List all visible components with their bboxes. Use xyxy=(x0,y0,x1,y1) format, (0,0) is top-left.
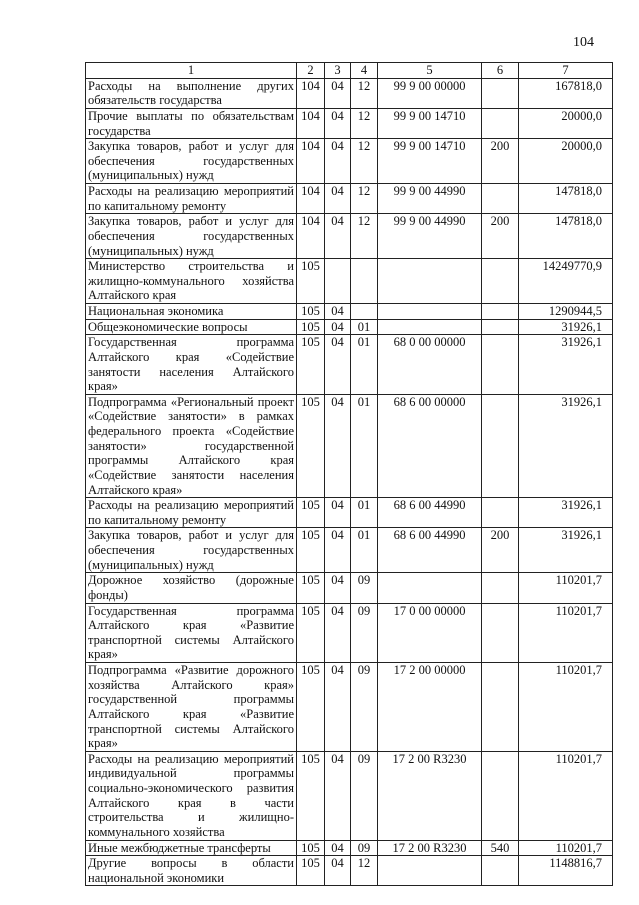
row-name-cell: Иные межбюджетные трансферты xyxy=(86,840,297,856)
subsection-cell: 12 xyxy=(351,78,378,108)
table-row xyxy=(86,751,613,840)
row-name-cell: Закупка товаров, работ и услуг для обеспечения государственных (муниципальных) нужд xyxy=(86,528,297,573)
expense-type-cell xyxy=(482,108,519,138)
table-row xyxy=(86,214,613,259)
section-cell: 04 xyxy=(325,603,351,663)
code-cell: 105 xyxy=(297,394,325,497)
row-name-cell: Закупка товаров, работ и услуг для обеспечения государственных (муниципальных) нужд xyxy=(86,139,297,184)
row-name-cell: Подпрограмма «Развитие дорожного хозяйства Алтайского края» государственной программы Алтайского края «Развитие транспортной системы Алтайского края» xyxy=(86,663,297,752)
expense-type-cell xyxy=(482,603,519,663)
table-header-row xyxy=(86,63,613,79)
section-cell: 04 xyxy=(325,108,351,138)
code-cell: 104 xyxy=(297,184,325,214)
target-article-cell: 99 9 00 14710 xyxy=(378,139,482,184)
code-cell: 104 xyxy=(297,78,325,108)
amount-cell: 20000,0 xyxy=(519,108,613,138)
amount-cell: 110201,7 xyxy=(519,840,613,856)
row-name-cell: Национальная экономика xyxy=(86,304,297,320)
amount-cell: 110201,7 xyxy=(519,573,613,603)
target-article-cell xyxy=(378,304,482,320)
expense-type-cell xyxy=(482,663,519,752)
section-cell: 04 xyxy=(325,840,351,856)
code-cell: 105 xyxy=(297,259,325,304)
amount-cell: 20000,0 xyxy=(519,139,613,184)
target-article-cell: 17 2 00 R3230 xyxy=(378,840,482,856)
row-name-cell: Расходы на реализацию мероприятий по капитальному ремонту xyxy=(86,184,297,214)
subsection-cell: 09 xyxy=(351,573,378,603)
column-header: 3 xyxy=(325,63,351,79)
amount-cell: 31926,1 xyxy=(519,498,613,528)
expense-type-cell xyxy=(482,335,519,395)
subsection-cell: 12 xyxy=(351,108,378,138)
expense-type-cell xyxy=(482,319,519,335)
code-cell: 105 xyxy=(297,573,325,603)
column-header: 4 xyxy=(351,63,378,79)
section-cell: 04 xyxy=(325,394,351,497)
table-row xyxy=(86,184,613,214)
expense-type-cell xyxy=(482,751,519,840)
subsection-cell: 01 xyxy=(351,319,378,335)
table-row xyxy=(86,78,613,108)
column-header: 5 xyxy=(378,63,482,79)
table-row xyxy=(86,856,613,886)
expense-type-cell xyxy=(482,498,519,528)
table-row xyxy=(86,139,613,184)
subsection-cell: 09 xyxy=(351,751,378,840)
target-article-cell: 68 0 00 00000 xyxy=(378,335,482,395)
amount-cell: 167818,0 xyxy=(519,78,613,108)
row-name-cell: Другие вопросы в области национальной экономики xyxy=(86,856,297,886)
target-article-cell: 99 9 00 14710 xyxy=(378,108,482,138)
expense-type-cell: 200 xyxy=(482,528,519,573)
code-cell: 105 xyxy=(297,335,325,395)
section-cell: 04 xyxy=(325,751,351,840)
code-cell: 105 xyxy=(297,304,325,320)
table-row xyxy=(86,319,613,335)
target-article-cell: 99 9 00 00000 xyxy=(378,78,482,108)
subsection-cell: 01 xyxy=(351,335,378,395)
subsection-cell: 12 xyxy=(351,856,378,886)
amount-cell: 31926,1 xyxy=(519,319,613,335)
budget-table xyxy=(85,62,613,886)
subsection-cell xyxy=(351,259,378,304)
code-cell: 104 xyxy=(297,139,325,184)
target-article-cell: 99 9 00 44990 xyxy=(378,214,482,259)
target-article-cell: 17 2 00 00000 xyxy=(378,663,482,752)
amount-cell: 110201,7 xyxy=(519,663,613,752)
table-row xyxy=(86,335,613,395)
section-cell: 04 xyxy=(325,319,351,335)
row-name-cell: Расходы на выполнение других обязательств государства xyxy=(86,78,297,108)
subsection-cell: 12 xyxy=(351,214,378,259)
amount-cell: 14249770,9 xyxy=(519,259,613,304)
code-cell: 105 xyxy=(297,663,325,752)
code-cell: 105 xyxy=(297,498,325,528)
target-article-cell: 17 0 00 00000 xyxy=(378,603,482,663)
target-article-cell: 68 6 00 00000 xyxy=(378,394,482,497)
code-cell: 105 xyxy=(297,751,325,840)
target-article-cell xyxy=(378,856,482,886)
row-name-cell: Расходы на реализацию мероприятий индивидуальной программы социально-экономического развития Алтайского края в части строительства и жилищно-коммунального хозяйства xyxy=(86,751,297,840)
subsection-cell xyxy=(351,304,378,320)
section-cell: 04 xyxy=(325,573,351,603)
subsection-cell: 01 xyxy=(351,528,378,573)
expense-type-cell xyxy=(482,78,519,108)
code-cell: 105 xyxy=(297,528,325,573)
expense-type-cell xyxy=(482,856,519,886)
row-name-cell: Дорожное хозяйство (дорожные фонды) xyxy=(86,573,297,603)
subsection-cell: 12 xyxy=(351,184,378,214)
row-name-cell: Закупка товаров, работ и услуг для обеспечения государственных (муниципальных) нужд xyxy=(86,214,297,259)
table-row xyxy=(86,259,613,304)
table-row xyxy=(86,603,613,663)
section-cell: 04 xyxy=(325,856,351,886)
expense-type-cell xyxy=(482,259,519,304)
row-name-cell: Подпрограмма «Региональный проект «Содействие занятости» в рамках федерального проекта «Содействие занятости» государственной программы Алтайского края «Содействие занятости населения Алтайского края» xyxy=(86,394,297,497)
section-cell: 04 xyxy=(325,528,351,573)
table-row xyxy=(86,108,613,138)
expense-type-cell xyxy=(482,304,519,320)
section-cell: 04 xyxy=(325,139,351,184)
code-cell: 105 xyxy=(297,319,325,335)
subsection-cell: 09 xyxy=(351,663,378,752)
table-row xyxy=(86,840,613,856)
row-name-cell: Прочие выплаты по обязательствам государства xyxy=(86,108,297,138)
target-article-cell: 99 9 00 44990 xyxy=(378,184,482,214)
target-article-cell xyxy=(378,573,482,603)
row-name-cell: Государственная программа Алтайского края «Развитие транспортной системы Алтайского края» xyxy=(86,603,297,663)
code-cell: 105 xyxy=(297,840,325,856)
target-article-cell: 17 2 00 R3230 xyxy=(378,751,482,840)
code-cell: 105 xyxy=(297,856,325,886)
row-name-cell: Государственная программа Алтайского края «Содействие занятости населения Алтайского края» xyxy=(86,335,297,395)
section-cell: 04 xyxy=(325,498,351,528)
amount-cell: 31926,1 xyxy=(519,394,613,497)
amount-cell: 1148816,7 xyxy=(519,856,613,886)
page-number: 104 xyxy=(573,35,594,50)
table-row xyxy=(86,498,613,528)
row-name-cell: Общеэкономические вопросы xyxy=(86,319,297,335)
subsection-cell: 01 xyxy=(351,498,378,528)
code-cell: 105 xyxy=(297,603,325,663)
column-header: 2 xyxy=(297,63,325,79)
column-header: 6 xyxy=(482,63,519,79)
section-cell: 04 xyxy=(325,304,351,320)
amount-cell: 147818,0 xyxy=(519,184,613,214)
table-row xyxy=(86,528,613,573)
target-article-cell: 68 6 00 44990 xyxy=(378,528,482,573)
expense-type-cell xyxy=(482,573,519,603)
subsection-cell: 09 xyxy=(351,603,378,663)
section-cell: 04 xyxy=(325,214,351,259)
expense-type-cell xyxy=(482,394,519,497)
expense-type-cell: 200 xyxy=(482,214,519,259)
target-article-cell: 68 6 00 44990 xyxy=(378,498,482,528)
amount-cell: 110201,7 xyxy=(519,751,613,840)
code-cell: 104 xyxy=(297,214,325,259)
section-cell: 04 xyxy=(325,78,351,108)
target-article-cell xyxy=(378,319,482,335)
section-cell: 04 xyxy=(325,663,351,752)
subsection-cell: 01 xyxy=(351,394,378,497)
amount-cell: 31926,1 xyxy=(519,335,613,395)
table-row xyxy=(86,663,613,752)
subsection-cell: 09 xyxy=(351,840,378,856)
table-row xyxy=(86,573,613,603)
section-cell: 04 xyxy=(325,184,351,214)
row-name-cell: Министерство строительства и жилищно-коммунального хозяйства Алтайского края xyxy=(86,259,297,304)
amount-cell: 147818,0 xyxy=(519,214,613,259)
amount-cell: 110201,7 xyxy=(519,603,613,663)
target-article-cell xyxy=(378,259,482,304)
expense-type-cell: 200 xyxy=(482,139,519,184)
section-cell xyxy=(325,259,351,304)
subsection-cell: 12 xyxy=(351,139,378,184)
table-row xyxy=(86,394,613,497)
code-cell: 104 xyxy=(297,108,325,138)
expense-type-cell: 540 xyxy=(482,840,519,856)
amount-cell: 1290944,5 xyxy=(519,304,613,320)
column-header: 1 xyxy=(86,63,297,79)
section-cell: 04 xyxy=(325,335,351,395)
column-header: 7 xyxy=(519,63,613,79)
amount-cell: 31926,1 xyxy=(519,528,613,573)
expense-type-cell xyxy=(482,184,519,214)
row-name-cell: Расходы на реализацию мероприятий по капитальному ремонту xyxy=(86,498,297,528)
table-row xyxy=(86,304,613,320)
